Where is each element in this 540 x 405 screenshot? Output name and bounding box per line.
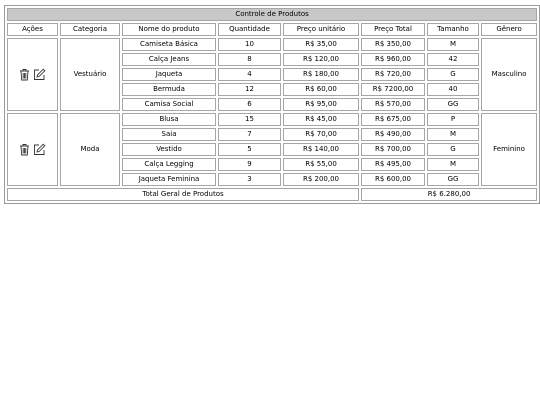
edit-icon[interactable] bbox=[33, 143, 46, 156]
header-product-name: Nome do produto bbox=[122, 23, 216, 36]
header-gender: Gênero bbox=[481, 23, 537, 36]
size-cell: GG bbox=[427, 98, 479, 111]
header-size: Tamanho bbox=[427, 23, 479, 36]
size-cell: M bbox=[427, 158, 479, 171]
trash-icon[interactable] bbox=[19, 68, 30, 81]
product-name-cell: Calça Legging bbox=[122, 158, 216, 171]
row-actions bbox=[7, 38, 58, 111]
product-name-cell: Camiseta Básica bbox=[122, 38, 216, 51]
products-table bbox=[4, 5, 540, 204]
category-cell: Vestuário bbox=[60, 38, 120, 111]
quantity-cell: 4 bbox=[218, 68, 281, 81]
header-quantity: Quantidade bbox=[218, 23, 281, 36]
quantity-cell: 5 bbox=[218, 143, 281, 156]
table-row bbox=[7, 113, 537, 126]
unit-price-cell: R$ 180,00 bbox=[283, 68, 359, 81]
total-price-cell: R$ 570,00 bbox=[361, 98, 425, 111]
quantity-cell: 6 bbox=[218, 98, 281, 111]
unit-price-cell: R$ 35,00 bbox=[283, 38, 359, 51]
product-name-cell: Saia bbox=[122, 128, 216, 141]
size-cell: G bbox=[427, 68, 479, 81]
edit-icon[interactable] bbox=[33, 68, 46, 81]
total-price-cell: R$ 960,00 bbox=[361, 53, 425, 66]
total-price-cell: R$ 490,00 bbox=[361, 128, 425, 141]
size-cell: G bbox=[427, 143, 479, 156]
header-unit-price: Preço unitário bbox=[283, 23, 359, 36]
total-price-cell: R$ 600,00 bbox=[361, 173, 425, 186]
header-category: Categoria bbox=[60, 23, 120, 36]
total-price-cell: R$ 720,00 bbox=[361, 68, 425, 81]
unit-price-cell: R$ 70,00 bbox=[283, 128, 359, 141]
table-row bbox=[7, 38, 537, 51]
total-price-cell: R$ 495,00 bbox=[361, 158, 425, 171]
unit-price-cell: R$ 200,00 bbox=[283, 173, 359, 186]
gender-cell: Feminino bbox=[481, 113, 537, 186]
product-name-cell: Calça Jeans bbox=[122, 53, 216, 66]
product-name-cell: Vestido bbox=[122, 143, 216, 156]
row-actions bbox=[7, 113, 58, 186]
unit-price-cell: R$ 140,00 bbox=[283, 143, 359, 156]
product-name-cell: Jaqueta Feminina bbox=[122, 173, 216, 186]
product-name-cell: Jaqueta bbox=[122, 68, 216, 81]
total-price-cell: R$ 700,00 bbox=[361, 143, 425, 156]
unit-price-cell: R$ 120,00 bbox=[283, 53, 359, 66]
size-cell: M bbox=[427, 38, 479, 51]
total-price-cell: R$ 350,00 bbox=[361, 38, 425, 51]
size-cell: M bbox=[427, 128, 479, 141]
size-cell: GG bbox=[427, 173, 479, 186]
grand-total-value: R$ 6.280,00 bbox=[361, 188, 537, 201]
size-cell: 40 bbox=[427, 83, 479, 96]
quantity-cell: 7 bbox=[218, 128, 281, 141]
gender-cell: Masculino bbox=[481, 38, 537, 111]
size-cell: P bbox=[427, 113, 479, 126]
product-name-cell: Camisa Social bbox=[122, 98, 216, 111]
total-price-cell: R$ 7200,00 bbox=[361, 83, 425, 96]
quantity-cell: 12 bbox=[218, 83, 281, 96]
quantity-cell: 8 bbox=[218, 53, 281, 66]
quantity-cell: 3 bbox=[218, 173, 281, 186]
table-title: Controle de Produtos bbox=[7, 8, 537, 21]
quantity-cell: 10 bbox=[218, 38, 281, 51]
header-actions: Ações bbox=[7, 23, 58, 36]
unit-price-cell: R$ 45,00 bbox=[283, 113, 359, 126]
category-cell: Moda bbox=[60, 113, 120, 186]
unit-price-cell: R$ 60,00 bbox=[283, 83, 359, 96]
quantity-cell: 15 bbox=[218, 113, 281, 126]
size-cell: 42 bbox=[427, 53, 479, 66]
product-name-cell: Blusa bbox=[122, 113, 216, 126]
total-price-cell: R$ 675,00 bbox=[361, 113, 425, 126]
unit-price-cell: R$ 95,00 bbox=[283, 98, 359, 111]
header-total-price: Preço Total bbox=[361, 23, 425, 36]
trash-icon[interactable] bbox=[19, 143, 30, 156]
footer-row bbox=[7, 188, 537, 201]
product-name-cell: Bermuda bbox=[122, 83, 216, 96]
quantity-cell: 9 bbox=[218, 158, 281, 171]
unit-price-cell: R$ 55,00 bbox=[283, 158, 359, 171]
grand-total-label: Total Geral de Produtos bbox=[7, 188, 359, 201]
header-row bbox=[7, 23, 537, 36]
